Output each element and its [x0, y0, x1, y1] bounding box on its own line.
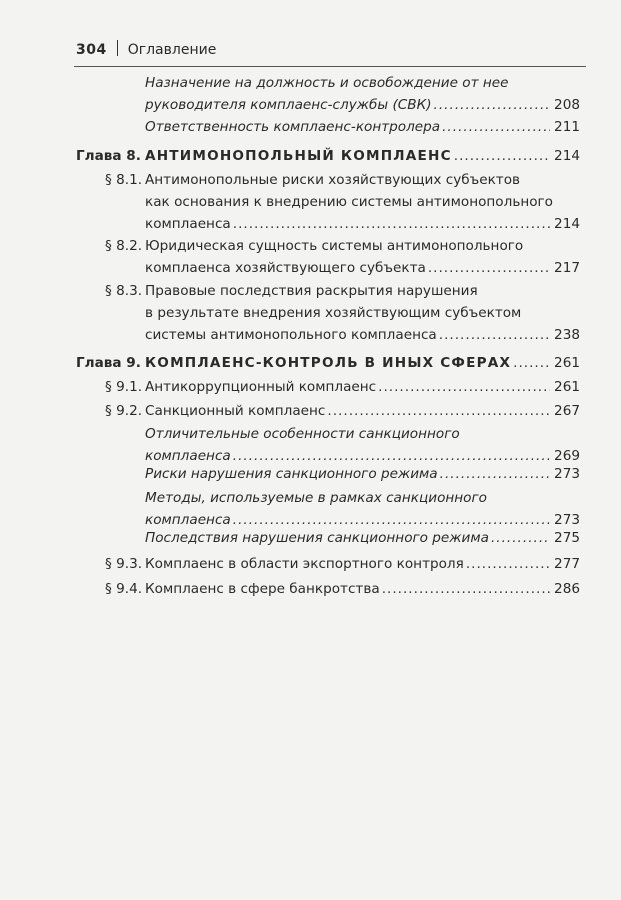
- chapter-number: Глава 9.: [76, 355, 141, 371]
- leader-dots: [428, 257, 550, 279]
- toc-page-number: 286: [554, 581, 580, 597]
- toc-page-number: 211: [554, 119, 580, 135]
- toc-entry-line: комплаенса хозяйствующего субъекта: [145, 260, 426, 276]
- toc-page-number: 273: [554, 466, 580, 482]
- toc-entry-line: Юридическая сущность системы антимонопольного: [145, 238, 524, 254]
- leader-dots: [233, 213, 550, 235]
- toc-page-number: 214: [554, 148, 580, 164]
- toc-page-number: 214: [554, 216, 580, 232]
- toc-entry-line: руководителя комплаенс-службы (СВК): [145, 97, 432, 113]
- section-number: § 8.1.: [105, 172, 143, 188]
- toc-entry-line: Антикоррупционный комплаенс: [145, 379, 377, 395]
- header-section-title: Оглавление: [127, 42, 217, 58]
- chapter-title: АНТИМОНОПОЛЬНЫЙ КОМПЛАЕНС: [145, 148, 452, 164]
- toc-entry-line: комплаенса: [145, 448, 231, 464]
- toc-entry-line: как основания к внедрению системы антимонопольного: [145, 194, 553, 210]
- toc-page-number: 217: [554, 260, 580, 276]
- leader-dots: [439, 324, 550, 346]
- toc-page-number: 277: [554, 556, 580, 572]
- leader-dots: [327, 400, 550, 422]
- toc-entry-line: Последствия нарушения санкционного режима: [145, 530, 489, 546]
- leader-dots: [378, 376, 550, 398]
- leader-dots: [513, 352, 550, 374]
- page-number: 304: [76, 42, 107, 58]
- running-header: [76, 40, 216, 62]
- section-number: § 9.1.: [105, 379, 143, 395]
- chapter-title: КОМПЛАЕНС-КОНТРОЛЬ В ИНЫХ СФЕРАХ: [145, 355, 512, 371]
- header-separator: [117, 40, 118, 56]
- chapter-number: Глава 8.: [76, 148, 141, 164]
- leader-dots: [382, 578, 550, 600]
- toc-entry-line: системы антимонопольного комплаенса: [145, 327, 437, 343]
- leader-dots: [440, 463, 550, 485]
- toc-entry-line: Комплаенс в области экспортного контроля: [145, 556, 464, 572]
- toc-entry-line: Санкционный комплаенс: [145, 403, 326, 419]
- section-number: § 9.3.: [105, 556, 143, 572]
- toc-page-number: 238: [554, 327, 580, 343]
- toc-page-number: 269: [554, 448, 580, 464]
- toc-entry-line: Правовые последствия раскрытия нарушения: [145, 283, 478, 299]
- leader-dots: [454, 145, 550, 167]
- toc-page-number: 261: [554, 379, 580, 395]
- leader-dots: [491, 527, 550, 549]
- toc-entry-line: Комплаенс в сфере банкротства: [145, 581, 380, 597]
- toc-page-number: 208: [554, 97, 580, 113]
- toc-entry-line: Антимонопольные риски хозяйствующих субъектов: [145, 172, 521, 188]
- toc-entry-line: в результате внедрения хозяйствующим субъектом: [145, 305, 522, 321]
- header-rule: [74, 66, 586, 67]
- toc-page-number: 273: [554, 512, 580, 528]
- toc-entry-line: Риски нарушения санкционного режима: [145, 466, 438, 482]
- toc-page-number: 261: [554, 355, 580, 371]
- toc-entry-line: Ответственность комплаенс-контролера: [145, 119, 441, 135]
- toc-entry-line: Методы, используемые в рамках санкционного: [145, 490, 487, 506]
- toc-entry-line: Назначение на должность и освобождение от нее: [145, 75, 509, 91]
- leader-dots: [442, 116, 550, 138]
- leader-dots: [434, 94, 551, 116]
- section-number: § 9.4.: [105, 581, 143, 597]
- toc-page-number: 275: [554, 530, 580, 546]
- toc-entry-line: комплаенса: [145, 216, 231, 232]
- section-number: § 8.2.: [105, 238, 143, 254]
- toc-entry-line: комплаенса: [145, 512, 231, 528]
- toc-entry-line: Отличительные особенности санкционного: [145, 426, 460, 442]
- section-number: § 8.3.: [105, 283, 143, 299]
- section-number: § 9.2.: [105, 403, 143, 419]
- leader-dots: [466, 553, 550, 575]
- toc-page-number: 267: [554, 403, 580, 419]
